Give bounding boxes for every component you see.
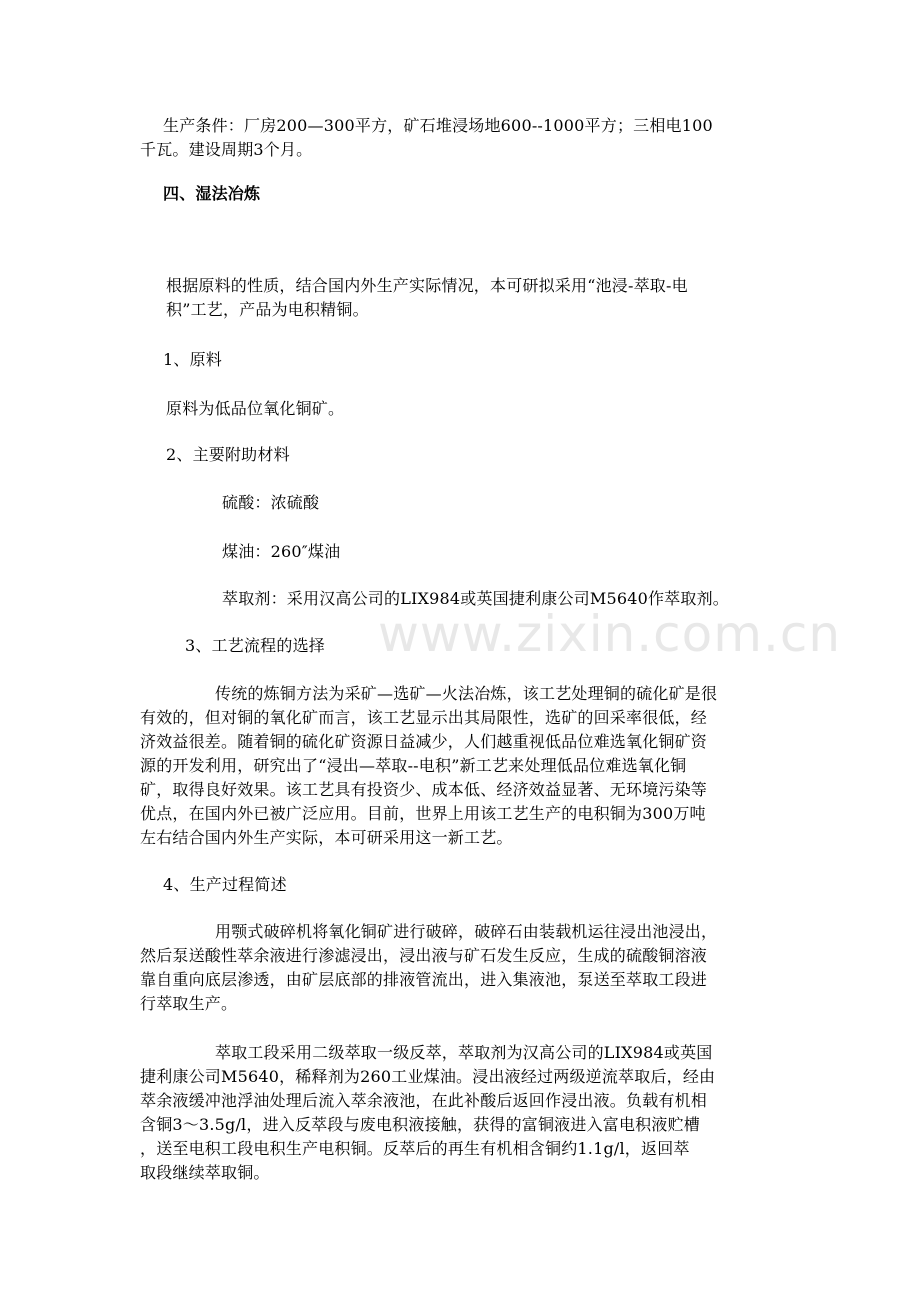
production-conditions-line-2: 千瓦。建设周期3个月。 xyxy=(140,140,313,159)
auxiliary-item-kerosene: 煤油：260″煤油 xyxy=(222,542,341,561)
process-selection-line-4: 源的开发利用，研究出了“浸出—萃取--电积”新工艺来处理低品位难选氧化铜 xyxy=(140,756,687,775)
process-paragraph1-line-4: 行萃取生产。 xyxy=(140,994,238,1013)
auxiliary-item-extractant: 萃取剂：采用汉高公司的LIX984或英国捷利康公司M5640作萃取剂。 xyxy=(222,589,729,608)
intro-line-2: 积”工艺，产品为电积精铜。 xyxy=(166,300,369,319)
raw-material-heading: 1、原料 xyxy=(163,350,222,369)
process-paragraph2-line-4: 含铜3～3.5g/l，进入反萃段与废电积液接触，获得的富铜液进入富电积液贮槽 xyxy=(140,1115,700,1134)
process-selection-line-7: 左右结合国内外生产实际，本可研采用这一新工艺。 xyxy=(140,828,513,847)
watermark: www.zixin.com.cn xyxy=(378,605,842,663)
production-conditions-line-1: 生产条件：厂房200—300平方，矿石堆浸场地600--1000平方；三相电100 xyxy=(163,116,713,135)
process-paragraph2-line-6: 取段继续萃取铜。 xyxy=(140,1163,270,1182)
process-paragraph2-line-2: 捷利康公司M5640，稀释剂为260工业煤油。浸出液经过两级逆流萃取后，经由 xyxy=(140,1067,716,1086)
raw-material-text: 原料为低品位氧化铜矿。 xyxy=(166,399,345,418)
process-selection-line-1: 传统的炼铜方法为采矿—选矿—火法冶炼，该工艺处理铜的硫化矿是很 xyxy=(215,684,718,703)
process-paragraph2-line-1: 萃取工段采用二级萃取一级反萃，萃取剂为汉高公司的LIX984或英国 xyxy=(215,1043,713,1062)
process-selection-line-2: 有效的，但对铜的氧化矿而言，该工艺显示出其局限性，选矿的回采率很低，经 xyxy=(140,708,708,727)
process-paragraph1-line-1: 用颚式破碎机将氧化铜矿进行破碎，破碎石由装载机运往浸出池浸出， xyxy=(215,922,718,941)
process-paragraph2-line-3: 萃余液缓冲池浮油处理后流入萃余液池，在此补酸后返回作浸出液。负载有机相 xyxy=(140,1091,708,1110)
process-selection-heading: 3、工艺流程的选择 xyxy=(185,636,325,655)
intro-line-1: 根据原料的性质，结合国内外生产实际情况，本可研拟采用“池浸-萃取-电 xyxy=(166,276,688,295)
section-heading: 四、湿法冶炼 xyxy=(163,184,261,203)
auxiliary-materials-heading: 2、主要附助材料 xyxy=(166,445,290,464)
process-selection-line-5: 矿，取得良好效果。该工艺具有投资少、成本低、经济效益显著、无环境污染等 xyxy=(140,780,708,799)
process-paragraph1-line-2: 然后泵送酸性萃余液进行渗滤浸出，浸出液与矿石发生反应，生成的硫酸铜溶液 xyxy=(140,946,708,965)
process-paragraph2-line-5: ，送至电积工段电积生产电积铜。反萃后的再生有机相含铜约1.1g/l，返回萃 xyxy=(140,1139,690,1158)
process-selection-line-6: 优点，在国内外已被广泛应用。目前，世界上用该工艺生产的电积铜为300万吨 xyxy=(140,804,706,823)
process-paragraph1-line-3: 靠自重向底层渗透，由矿层底部的排液管流出，进入集液池，泵送至萃取工段进 xyxy=(140,970,708,989)
auxiliary-item-sulfuric-acid: 硫酸：浓硫酸 xyxy=(222,493,320,512)
process-selection-line-3: 济效益很差。随着铜的硫化矿资源日益减少，人们越重视低品位难选氧化铜矿资 xyxy=(140,732,708,751)
production-process-heading: 4、生产过程简述 xyxy=(163,875,287,894)
